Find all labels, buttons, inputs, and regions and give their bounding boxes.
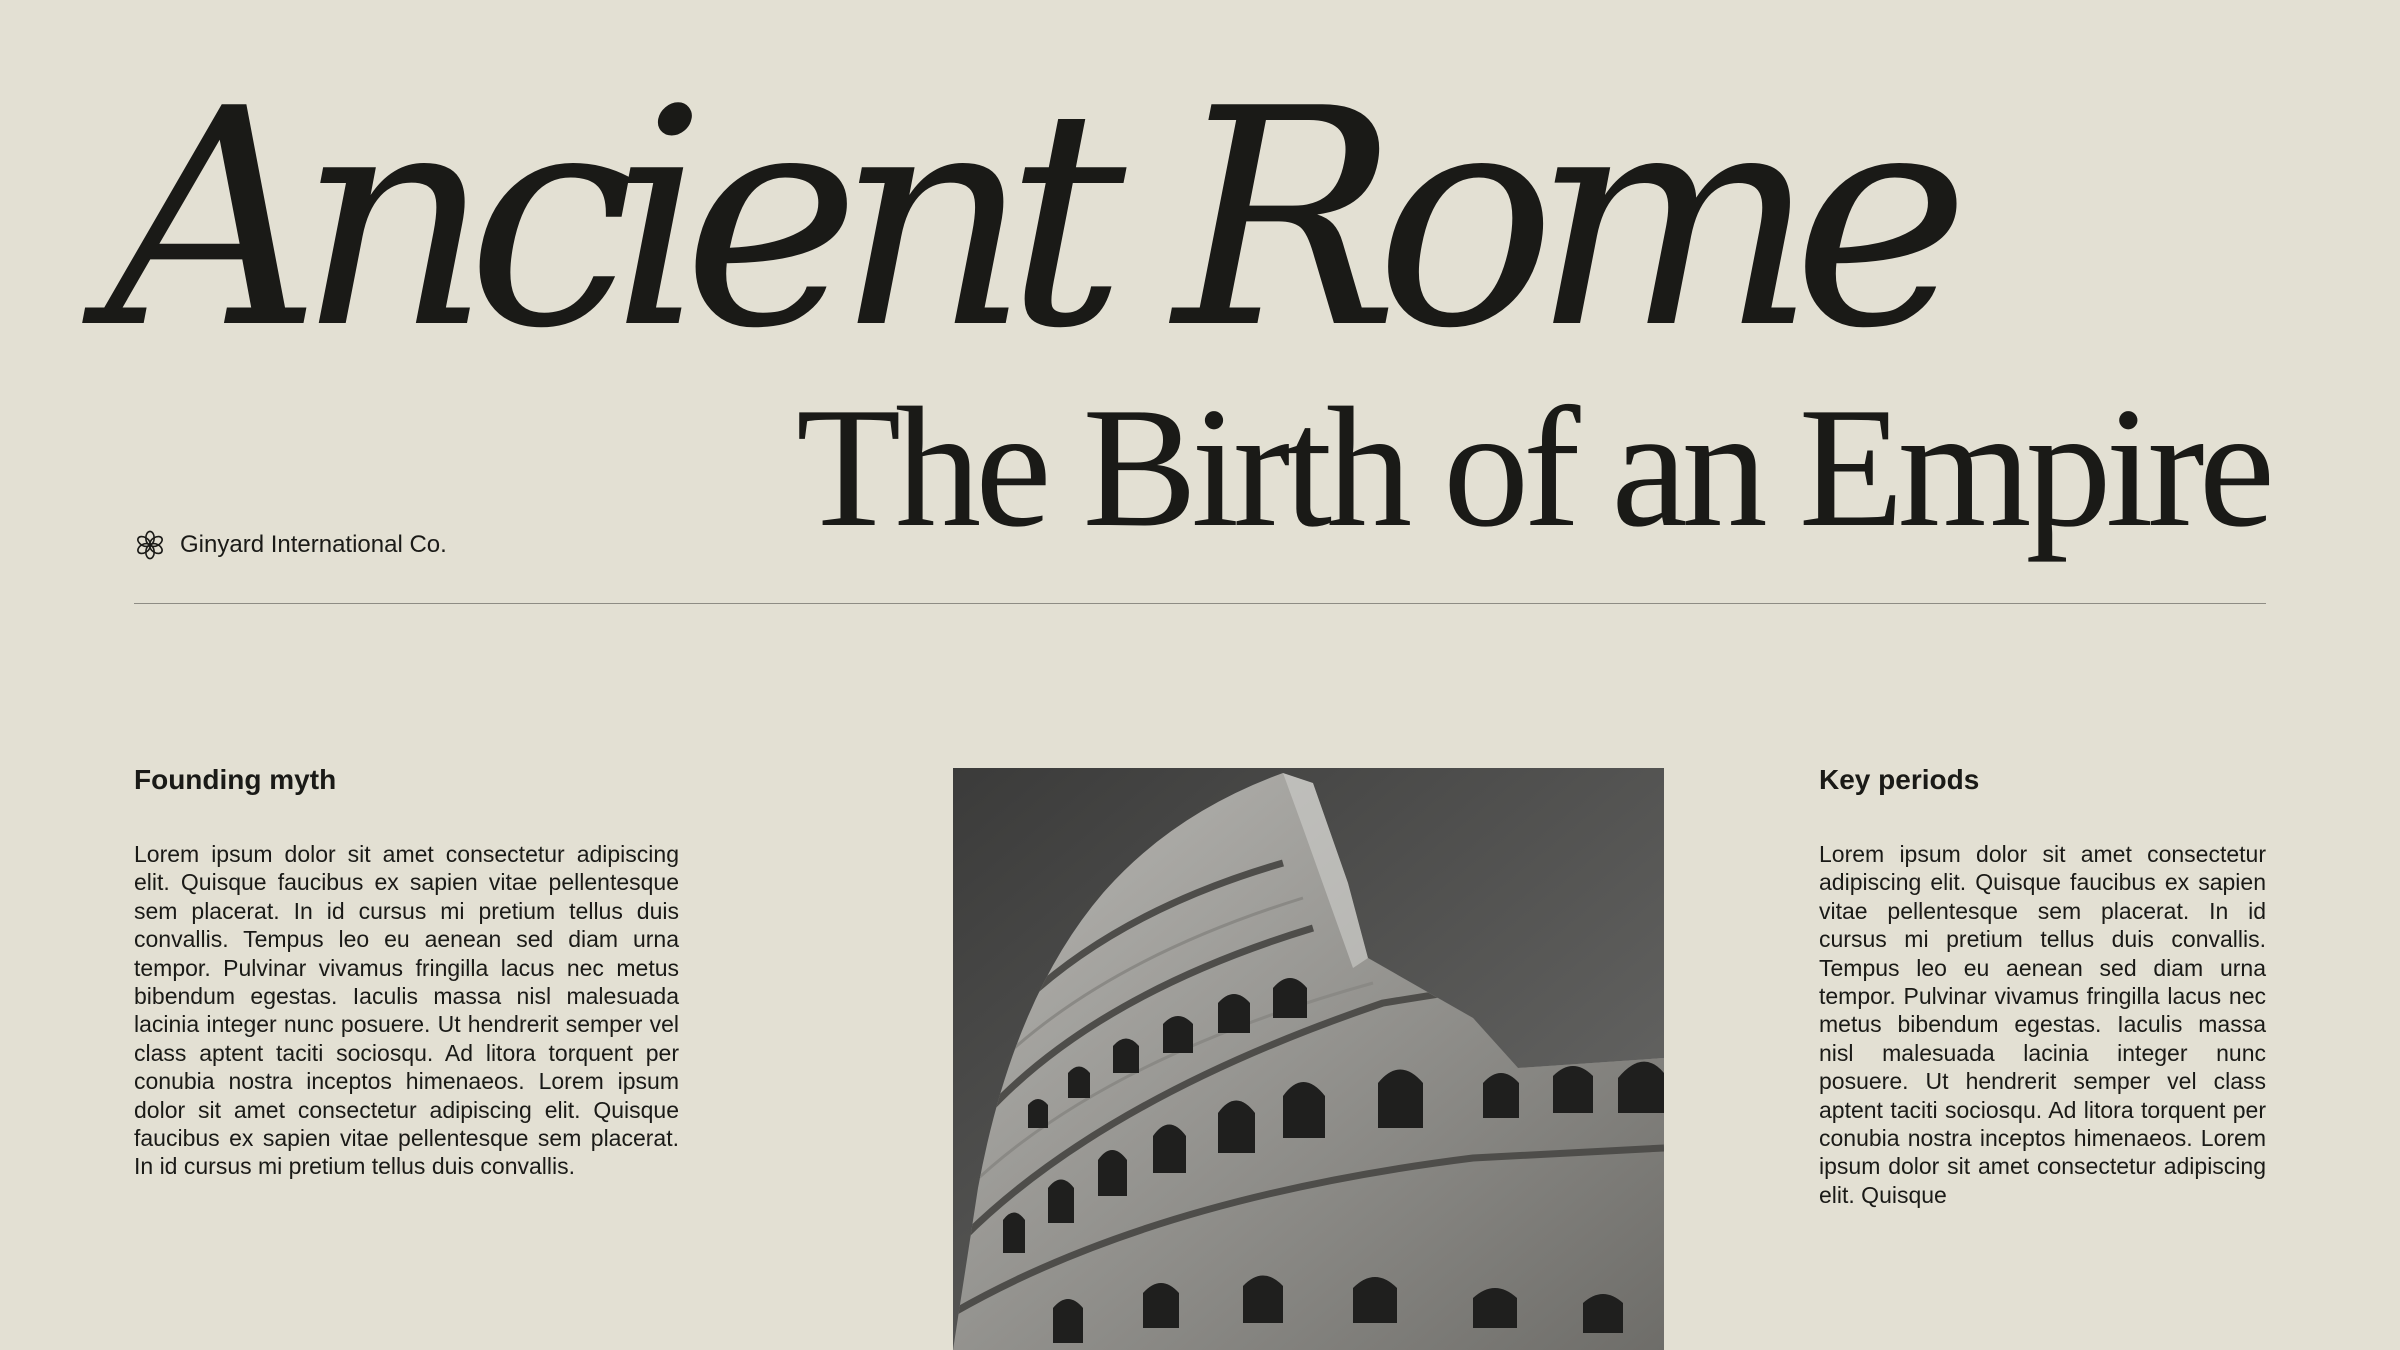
company-brand (134, 527, 447, 563)
key-periods-text: Lorem ipsum dolor sit amet consectetur adipiscing elit. Quisque faucibus ex sapien vitae pellentesque sem placerat. In id cursus mi pretium tellus duis convallis. Tempus leo eu aenean sed diam urna tempor. Pulvinar vivamus fringilla lacus nec metus bibendum egestas. Iaculis massa nisl malesuada lacinia integer nunc posuere. Ut hendrerit semper vel class aptent taciti sociosqu. Ad litora torquent per conubia nostra inceptos himenaeos. Lorem ipsum dolor sit amet consectetur adipiscing elit. Quisque (1819, 841, 2266, 1208)
founding-myth-text: Lorem ipsum dolor sit amet consectetur adipiscing elit. Quisque faucibus ex sapien vitae pellentesque sem placerat. In id cursus mi pretium tellus duis convallis. Tempus leo eu aenean sed diam urna tempor. Pulvinar vivamus fringilla lacus nec metus bibendum egestas. Iaculis massa nisl malesuada lacinia integer nunc posuere. Ut hendrerit semper vel class aptent taciti sociosqu. Ad litora torquent per conubia nostra inceptos himenaeos. Lorem ipsum dolor sit amet consectetur adipiscing elit. Quisque faucibus ex sapien vitae pellentesque sem placerat. In id cursus mi pretium tellus duis convallis. (134, 841, 679, 1180)
colosseum-photo (953, 768, 1664, 1350)
founding-myth-heading: Founding myth (134, 764, 337, 795)
key-periods-section (1819, 760, 2266, 1209)
colosseum-illustration (953, 768, 1664, 1350)
company-name: Ginyard International Co. (180, 531, 447, 558)
page-title: Ancient Rome (105, 45, 1947, 394)
flower-outline-icon (134, 529, 166, 561)
key-periods-heading: Key periods (1819, 764, 1980, 795)
founding-myth-section (134, 760, 679, 1181)
page-subtitle: The Birth of an Empire (796, 373, 2269, 563)
header-divider (134, 603, 2266, 604)
